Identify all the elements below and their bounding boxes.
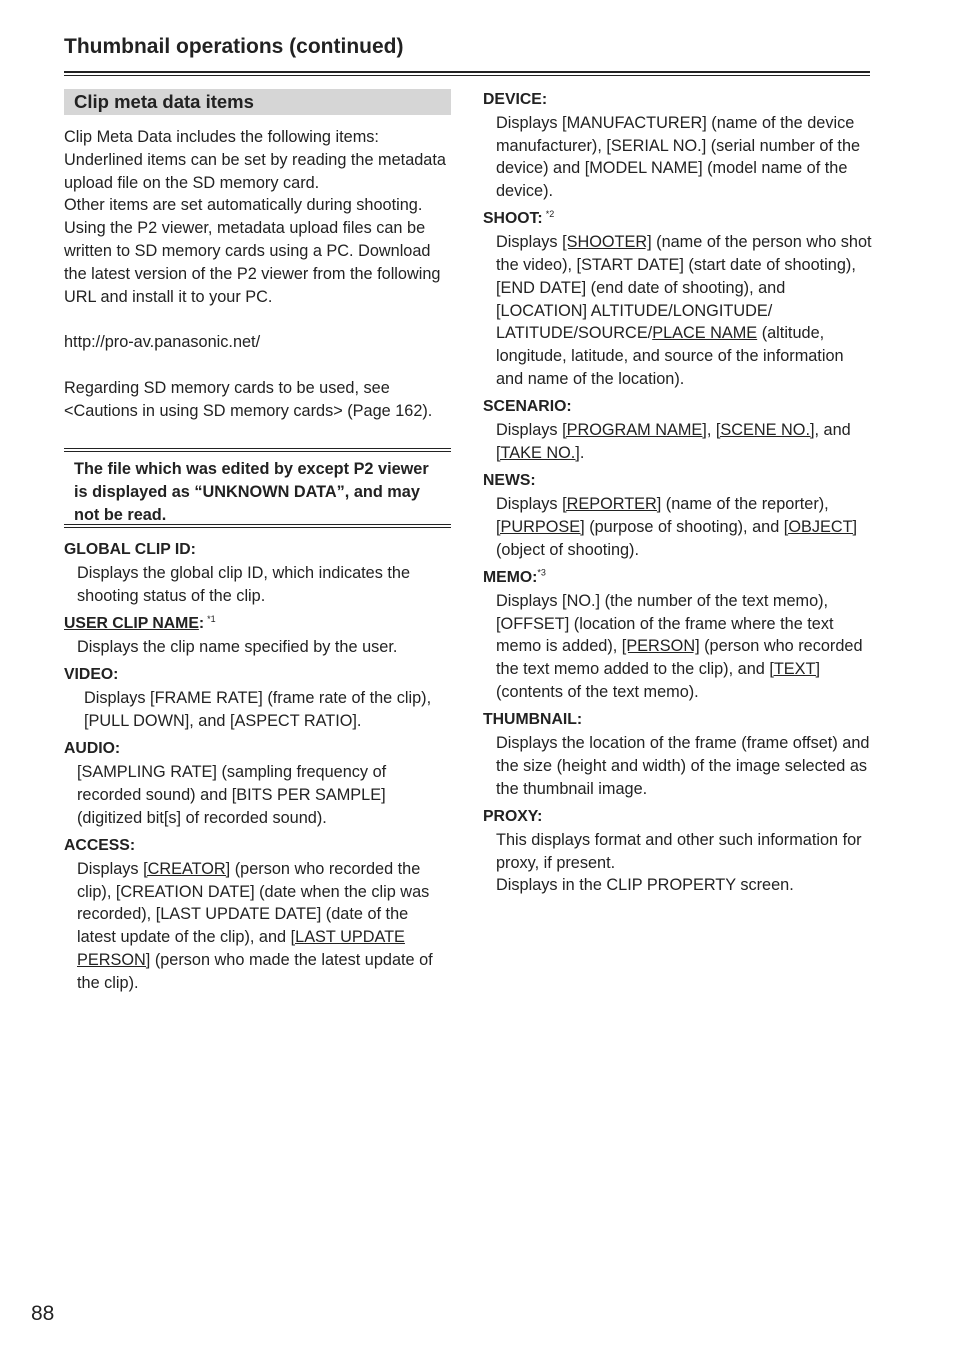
desc-text: Displays bbox=[496, 233, 563, 252]
settable-field: [REPORTER] bbox=[562, 495, 662, 514]
caution-note: The file which was edited by except P2 viewer is displayed as “UNKNOWN DATA”, and may not be read. bbox=[64, 448, 451, 528]
item-news bbox=[483, 470, 873, 561]
item-user-clip-name bbox=[64, 613, 451, 659]
item-label-text: USER CLIP NAME bbox=[64, 615, 199, 633]
desc-text: (purpose of shooting), and bbox=[584, 517, 784, 536]
settable-field: [LAST UPDATE PERSON] bbox=[77, 928, 405, 969]
desc-text: , and bbox=[814, 421, 851, 440]
settable-field: [SHOOTER] bbox=[562, 233, 652, 252]
item-label bbox=[483, 567, 873, 590]
item-label-text: SHOOT: bbox=[483, 210, 543, 228]
item-description: Displays the location of the frame (frame offset) and the size (height and width) of the image selected as the thumbnail image. bbox=[496, 734, 870, 798]
item-description bbox=[496, 419, 873, 465]
item-global-clip-id bbox=[64, 539, 451, 607]
item-description: Displays [MANUFACTURER] (name of the device manufacturer), [SERIAL NO.] (serial number of the device) and [MODEL NAME] (model name of the device). bbox=[496, 113, 861, 201]
item-label: DEVICE: bbox=[483, 91, 548, 108]
item-proxy bbox=[483, 806, 873, 897]
desc-text: (person who made the latest update of the clip). bbox=[77, 950, 433, 992]
item-memo bbox=[483, 567, 873, 704]
item-audio bbox=[64, 738, 451, 829]
footnote-ref: *2 bbox=[545, 209, 555, 220]
item-description: Displays the global clip ID, which indicates the shooting status of the clip. bbox=[77, 564, 411, 605]
desc-text: . bbox=[579, 443, 585, 462]
desc-text: Displays bbox=[496, 421, 563, 440]
item-label bbox=[483, 208, 873, 231]
item-description: Displays the clip name specified by the user. bbox=[77, 638, 398, 657]
desc-text: (name of the person who shot the video), [START DATE] (start date of shooting), [END DATE] (end date of shooting), and [LOCATION] ALTITUDE/LONGITUDE/ LATITUDE/SOURCE/ bbox=[496, 233, 872, 343]
settable-field: [TAKE NO.] bbox=[496, 443, 580, 462]
title-rule bbox=[64, 71, 870, 76]
page-number: 88 bbox=[31, 1302, 55, 1325]
desc-text: (contents of the text memo). bbox=[496, 682, 699, 701]
settable-field: [PERSON] bbox=[621, 637, 700, 656]
meta-item-list bbox=[64, 539, 451, 994]
desc-text: (person who recorded the clip), [CREATION DATE] (date when the clip was recorded), [LAST UPDATE DATE] (date of the latest update of the clip), and bbox=[77, 859, 430, 947]
item-label: AUDIO: bbox=[64, 740, 121, 758]
item-label bbox=[64, 613, 451, 636]
item-label: SCENARIO: bbox=[483, 398, 572, 416]
settable-field: [SCENE NO.] bbox=[715, 421, 815, 440]
item-description bbox=[77, 858, 451, 995]
desc-text: (name of the reporter), bbox=[661, 495, 829, 514]
item-description bbox=[496, 590, 873, 704]
settable-field: [PROGRAM NAME] bbox=[562, 421, 707, 440]
item-label-text: MEMO: bbox=[483, 568, 538, 586]
footnote-ref: *1 bbox=[207, 613, 216, 624]
right-column bbox=[483, 89, 873, 903]
item-device bbox=[483, 89, 873, 203]
item-shoot bbox=[483, 208, 873, 390]
footnote-ref: *3 bbox=[537, 567, 546, 578]
left-column bbox=[64, 89, 451, 1000]
item-label: GLOBAL CLIP ID: bbox=[64, 541, 196, 559]
item-label: VIDEO: bbox=[64, 666, 119, 684]
settable-field: [TEXT] bbox=[769, 660, 820, 679]
desc-text: Displays bbox=[496, 495, 563, 514]
item-thumbnail bbox=[483, 709, 873, 800]
item-video bbox=[64, 664, 451, 732]
page-title: Thumbnail operations (continued) bbox=[64, 35, 404, 58]
item-description: Displays [FRAME RATE] (frame rate of the clip), [PULL DOWN], and [ASPECT RATIO]. bbox=[84, 689, 432, 730]
item-label-colon: : bbox=[198, 615, 205, 633]
item-description bbox=[496, 231, 873, 391]
intro-sd-note: Regarding SD memory cards to be used, see <Cautions in using SD memory cards> (Page 162). bbox=[64, 378, 433, 420]
item-label: NEWS: bbox=[483, 472, 536, 490]
item-description: This displays format and other such information for proxy, if present. Displays in the CLIP PROPERTY screen. bbox=[496, 830, 862, 895]
section-heading: Clip meta data items bbox=[64, 89, 451, 115]
item-description bbox=[496, 493, 873, 561]
desc-text: (object of shooting). bbox=[496, 540, 639, 559]
settable-field: PLACE NAME bbox=[652, 324, 758, 343]
desc-text: , bbox=[706, 421, 716, 440]
desc-text: Displays bbox=[77, 859, 144, 878]
desc-text: Displays [NO.] (the number of the text memo), [OFFSET] (location of the frame where the text memo is added), bbox=[496, 591, 834, 656]
item-access bbox=[64, 835, 451, 995]
settable-field: [PURPOSE] bbox=[496, 517, 585, 536]
item-scenario bbox=[483, 396, 873, 464]
settable-field: [OBJECT] bbox=[783, 517, 858, 536]
desc-text: (altitude, longitude, latitude, and source of the information and name of the location). bbox=[496, 324, 844, 389]
settable-field: [CREATOR] bbox=[143, 859, 231, 878]
item-description: [SAMPLING RATE] (sampling frequency of recorded sound) and [BITS PER SAMPLE] (digitized bit[s] of recorded sound). bbox=[77, 763, 387, 827]
desc-text: (person who recorded the text memo added to the clip), and bbox=[496, 637, 863, 679]
intro-text bbox=[64, 126, 451, 422]
item-label: ACCESS: bbox=[64, 836, 136, 854]
intro-paragraph: Clip Meta Data includes the following items: Underlined items can be set by reading the metadata upload file on the SD memory card. Other items are set automatically during shooting. Using the P2 viewer, metadata upload files can be written to SD memory cards using a PC. Download the latest version of the P2 viewer from the following URL and install it to your PC. bbox=[64, 128, 446, 306]
item-label: THUMBNAIL: bbox=[483, 711, 583, 729]
intro-url: http://pro-av.panasonic.net/ bbox=[64, 333, 261, 352]
item-label: PROXY: bbox=[483, 807, 543, 825]
